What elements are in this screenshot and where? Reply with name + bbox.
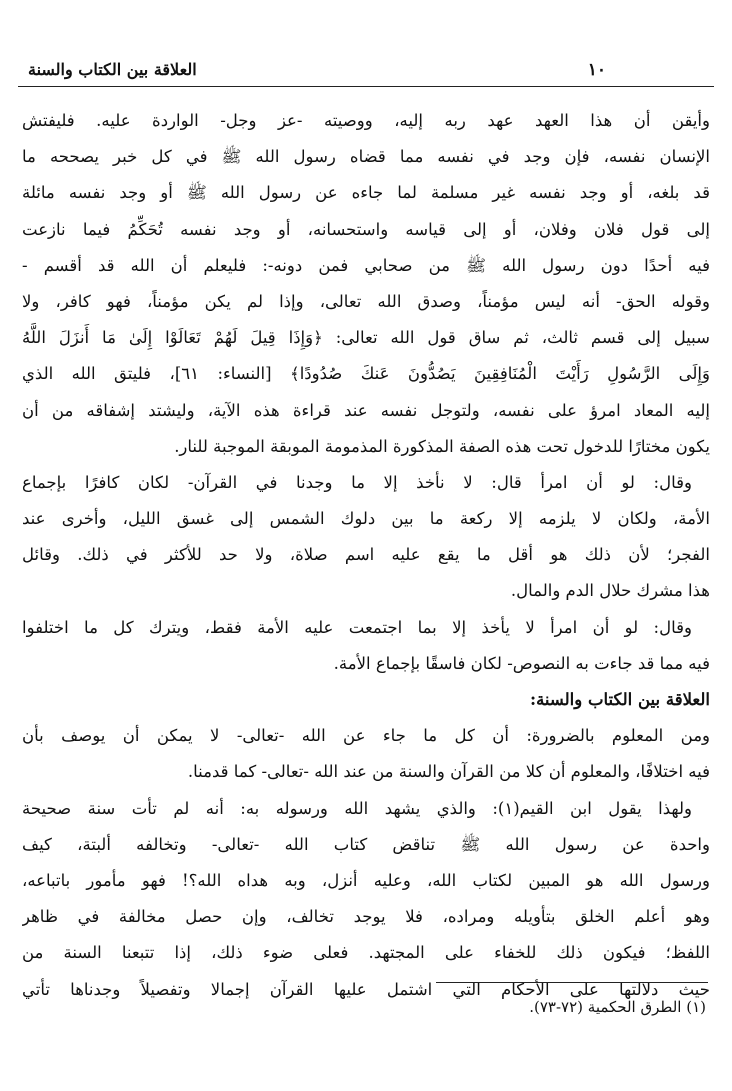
page-number: ١٠ (587, 60, 606, 80)
text-line: سبيل إلى قسم ثالث، ثم ساق قول الله تعالى: ﴿وَإِذَا قِيلَ لَهُمْ تَعَالَوْا إِلَىٰ مَا أَنزَلَ اللَّهُ (22, 328, 710, 348)
text-line: ومن المعلوم بالضرورة: أن كل ما جاء عن الله -تعالى- لا يمكن أن يوصف بأن (22, 726, 710, 746)
text-line: فيه أحدًا دون رسول الله ﷺ من صحابي فمن دونه-: فليعلم أن الله قد أقسم - (22, 255, 710, 275)
text-line: وقال: لو أن امرأ قال: لا نأخذ إلا ما وجدنا في القرآن- لكان كافرًا بإجماع (22, 472, 692, 492)
text-line: ورسول الله هو المبين لكتاب الله، وعليه أنزل، وبه هداه الله؟! فهو مأمور باتباعه، (22, 870, 710, 890)
footnote-divider (436, 982, 708, 983)
text-line: فيه مما قد جاءت به النصوص- لكان فاسقًا بإجماع الأمة. (333, 653, 710, 673)
text-line: إليه المعاد امرؤ على نفسه، ولتوجل نفسه عند قراءة هذه الآية، وليشتد إشفاقه من أن (22, 400, 710, 420)
header-title: العلاقة بين الكتاب والسنة (28, 60, 197, 79)
footnote: (١) الطرق الحكمية (٧٢-٧٣). (529, 998, 706, 1016)
text-line: هذا مشرك حلال الدم والمال. (510, 581, 710, 601)
text-line: واحدة عن رسول الله ﷺ تناقض كتاب الله -تعالى- وتخالفه ألبتة، كيف (22, 834, 710, 854)
text-line: حيث دلالتها على الأحكام التي اشتمل عليها القرآن إجمالا وتفصيلاً وجدناها تأتي (22, 979, 710, 999)
text-line: قد بلغه، أو وجد نفسه غير مسلمة لما جاءه عن رسول الله ﷺ أو وجد نفسه مائلة (22, 183, 710, 203)
text-line: الفجر؛ لأن ذلك هو أقل ما يقع عليه اسم صلاة، ولا حد للأكثر في ذلك. وقائل (22, 545, 710, 565)
running-header (18, 56, 714, 87)
text-line: يكون مختارًا للدخول تحت هذه الصفة المذكورة المذمومة الموبقة الموجبة للنار. (174, 436, 710, 456)
text-line: وهو أعلم الخلق بتأويله ومراده، فلا يوجد تخالف، وإن حصل مخالفة في ظاهر (22, 907, 710, 927)
text-line: اللفظ؛ فيكون ذلك للخفاء على المجتهد. فعلى ضوء ذلك، إذا تتبعنا السنة من (22, 943, 710, 963)
text-line: إلى قول فلان وفلان، أو إلى قياسه واستحسانه، أو وجد نفسه تُحَكِّمُ فيما نازعت (22, 219, 710, 239)
text-line: وأيقن أن هذا العهد عهد ربه إليه، ووصيته -عز وجل- الواردة عليه. فليفتش (22, 111, 710, 130)
text-line: فيه اختلافًا، والمعلوم أن كلا من القرآن والسنة من عند الله -تعالى- كما قدمنا. (187, 762, 710, 782)
text-line: وقال: لو أن امرأ لا يأخذ إلا بما اجتمعت عليه الأمة فقط، ويترك كل ما اختلفوا (22, 617, 692, 637)
text-line: الأمة، ولكان لا يلزمه إلا ركعة ما بين دلوك الشمس إلى غسق الليل، وأخرى عند (22, 509, 710, 529)
text-line: وَإِلَى الرَّسُولِ رَأَيْتَ الْمُنَافِقِينَ يَصُدُّونَ عَنكَ صُدُودًا﴾ [النساء: ٦١]، فليتق الله الذي (22, 364, 710, 384)
section-heading: العلاقة بين الكتاب والسنة: (530, 690, 710, 709)
text-line: ولهذا يقول ابن القيم(١): والذي يشهد الله ورسوله به: أنه لم تأت سنة صحيحة (22, 798, 692, 818)
text-line: الإنسان نفسه، فإن وجد في نفسه مما قضاه رسول الله ﷺ في كل خبر يصححه ما (22, 147, 710, 167)
body-text (22, 103, 710, 1008)
text-line: وقوله الحق- أنه ليس مؤمناً، وصدق الله تعالى، وإذا لم يكن مؤمناً، فهو كافر، ولا (22, 291, 710, 311)
